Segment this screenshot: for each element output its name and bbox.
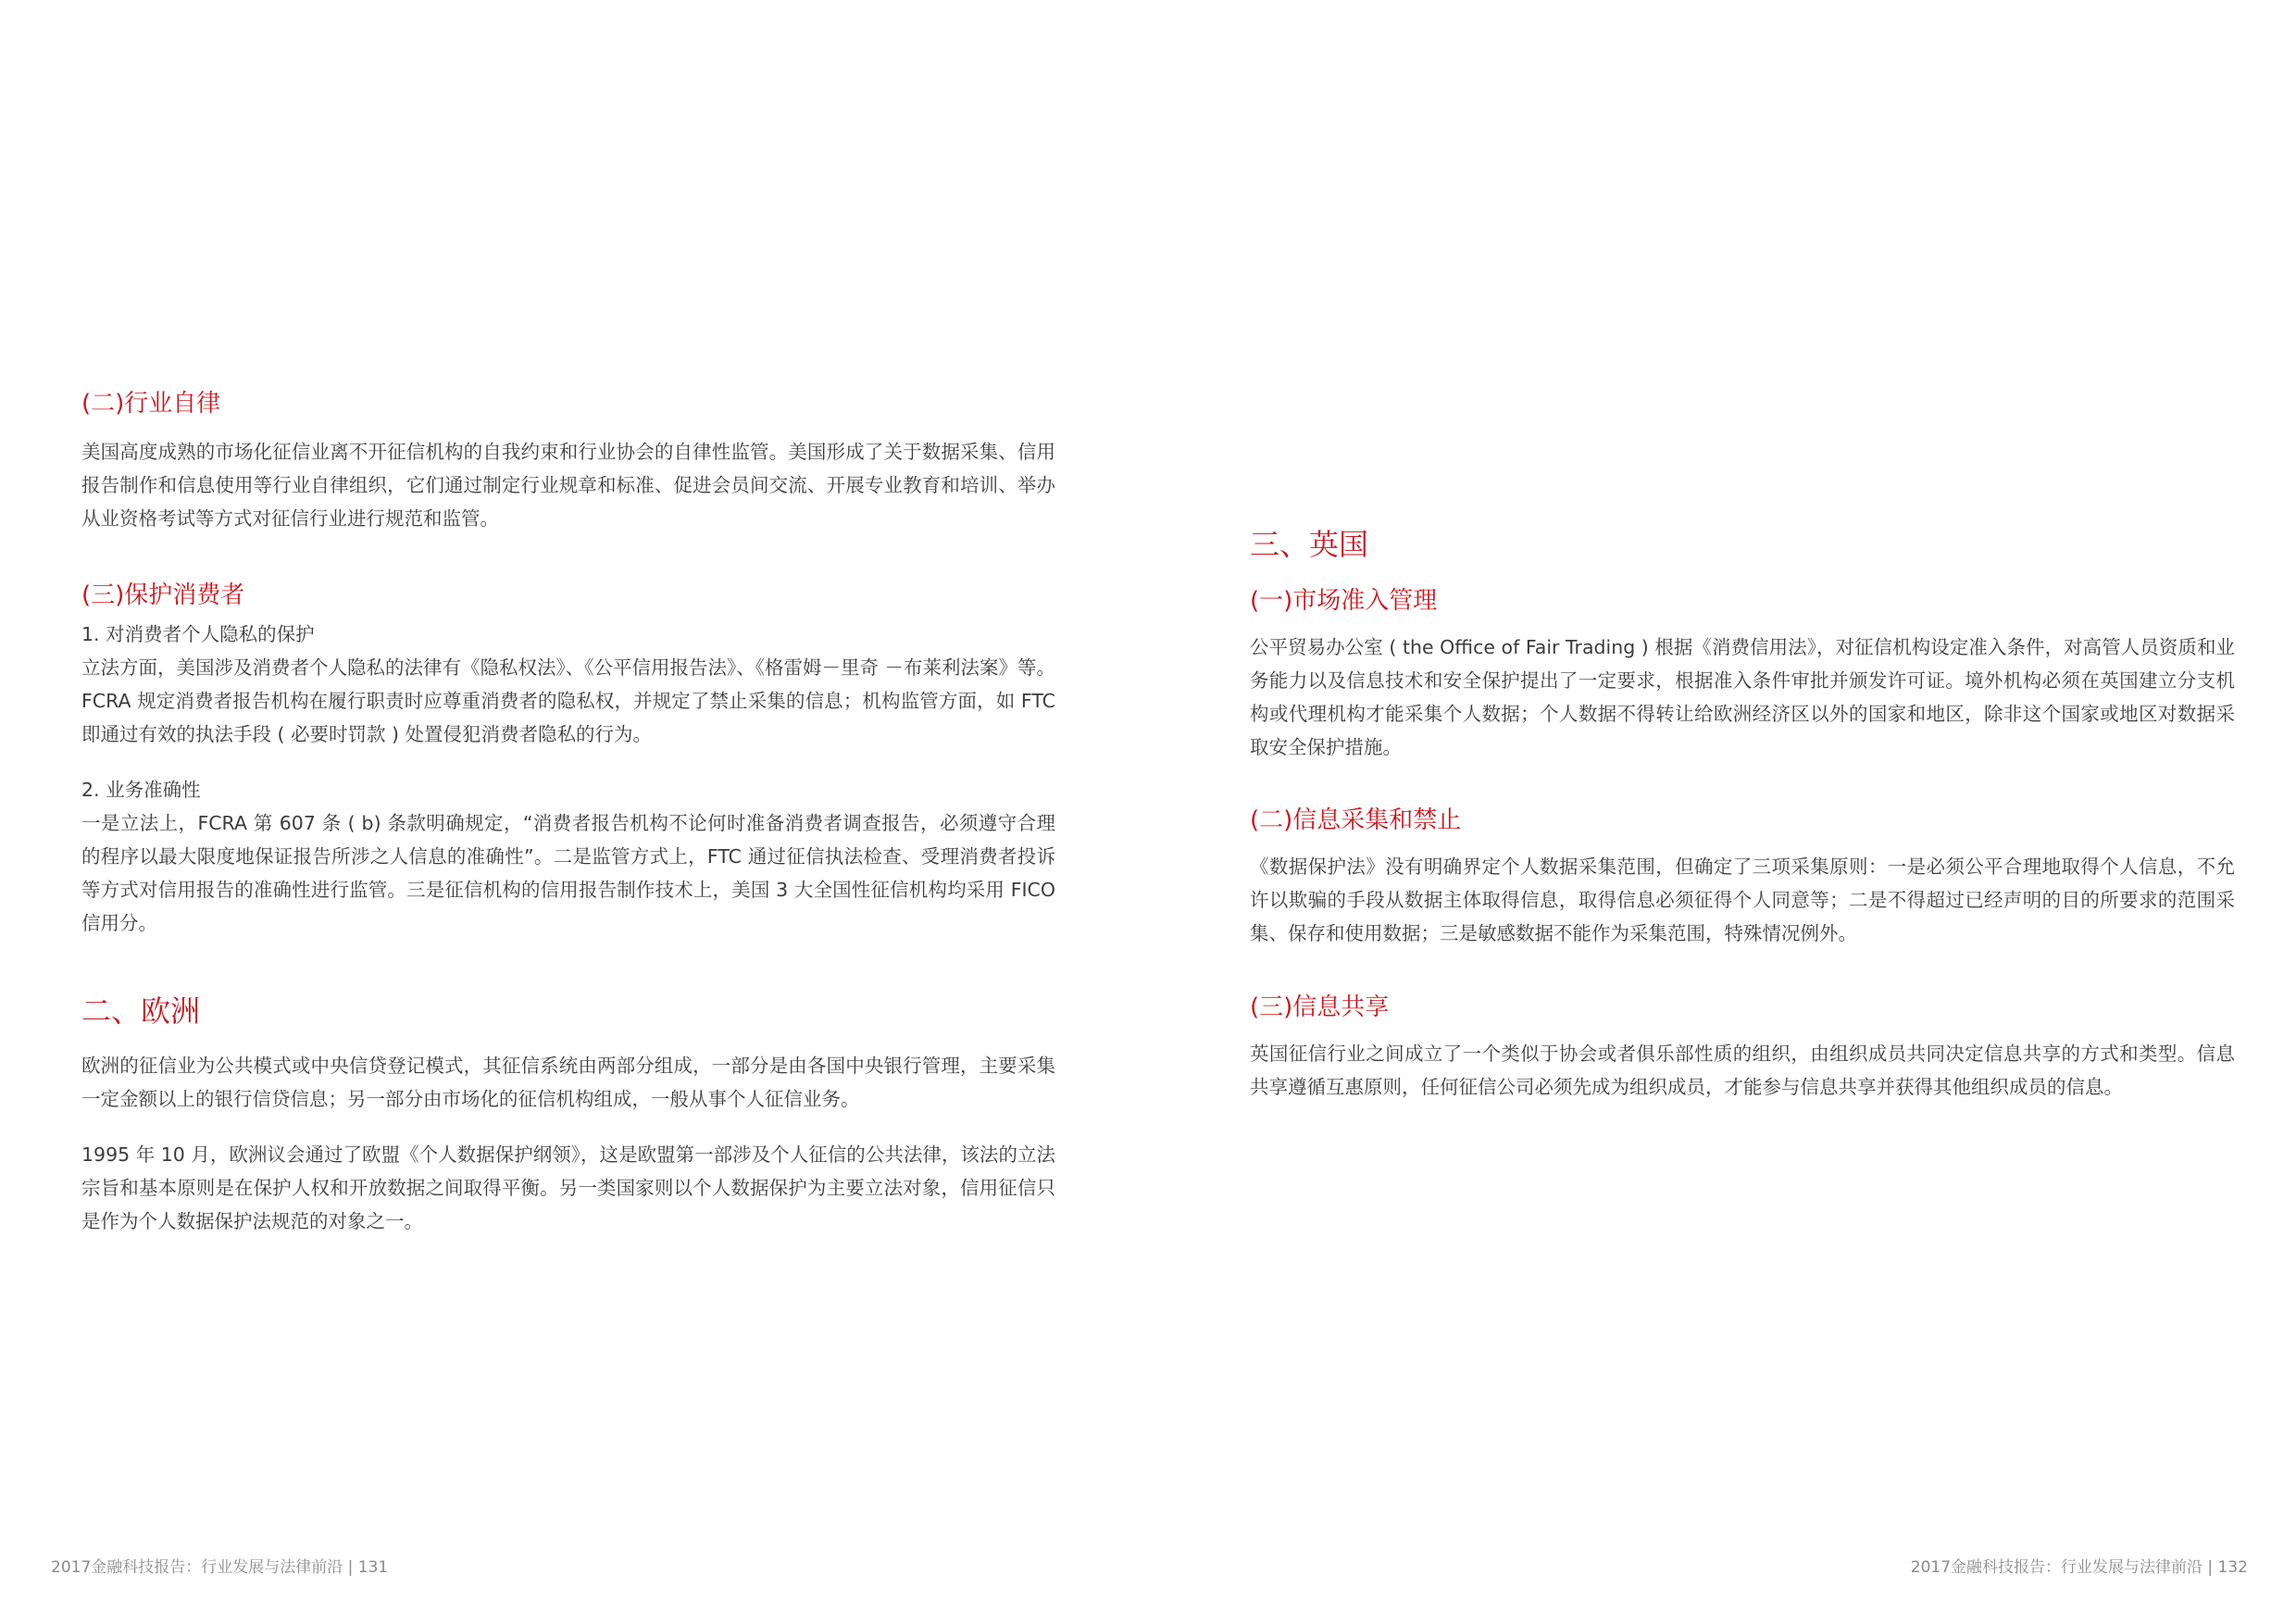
page-footer: 2017金融科技报告：行业发展与法律前沿 | 131 xyxy=(51,1558,389,1577)
section-title: (二)信息采集和禁止 xyxy=(1250,806,1462,834)
section-title: (三)保护消费者 xyxy=(81,581,245,609)
paragraph: 一是立法上，FCRA 第 607 条 ( b) 条款明确规定，“消费者报告机构不论何时准备消费者调查报告，必须遵守合理的程序以最大限度地保证报告所涉之人信息的准确性”。二是监管方式上，FTC 通过征信执法检查、受理消费者投诉等方式对信用报告的准确性进行监管。三是征信机构的信用报告制作技术上，美国 3 大全国性征信机构均采用 FICO 信用分。 xyxy=(81,812,1055,934)
section-uk xyxy=(1250,525,2235,564)
paragraph: 英国征信行业之间成立了一个类似于协会或者俱乐部性质的组织，由组织成员共同决定信息共享的方式和类型。信息共享遵循互惠原则，任何征信公司必须先成为组织成员，才能参与信息共享并获得其他组织成员的信息。 xyxy=(1250,1043,2235,1098)
section-title: (二)行业自律 xyxy=(81,390,221,418)
paragraph: 《数据保护法》没有明确界定个人数据采集范围，但确定了三项采集原则：一是必须公平合理地取得个人信息，不允许以欺骗的手段从数据主体取得信息，取得信息必须征得个人同意等；二是不得超过已经声明的目的所要求的范围采集、保存和使用数据；三是敏感数据不能作为采集范围，特殊情况例外。 xyxy=(1250,856,2235,944)
section-title: (三)信息共享 xyxy=(1250,993,1390,1021)
chapter-title: 二、欧洲 xyxy=(81,993,201,1029)
paragraph: 美国高度成熟的市场化征信业离不开征信机构的自我约束和行业协会的自律性监管。美国形成了关于数据采集、信用报告制作和信息使用等行业自律组织，它们通过制定行业规章和标准、促进会员间交流、开展专业教育和培训、举办从业资格考试等方式对征信行业进行规范和监管。 xyxy=(81,441,1055,530)
section-collection xyxy=(1250,804,2235,950)
section-sharing xyxy=(1250,991,2235,1104)
section-self-regulation xyxy=(81,387,1055,535)
paragraph: 公平贸易办公室 ( the Office of Fair Trading ) 根据《消费信用法》，对征信机构设定准入条件，对高管人员资质和业务能力以及信息技术和安全保护提出了一定要求，根据准入条件审批并颁发许可证。境外机构必须在英国建立分支机构或代理机构才能采集个人数据；个人数据不得转让给欧洲经济区以外的国家和地区，除非这个国家或地区对数据采取安全保护措施。 xyxy=(1250,636,2235,758)
list-item-heading: 1. 对消费者个人隐私的保护 xyxy=(81,623,315,645)
chapter-title: 三、英国 xyxy=(1250,527,1369,562)
paragraph: 1995 年 10 月，欧洲议会通过了欧盟《个人数据保护纲领》，这是欧盟第一部涉及个人征信的公共法律，该法的立法宗旨和基本原则是在保护人权和开放数据之间取得平衡。另一类国家则以个人数据保护为主要立法对象，信用征信只是作为个人数据保护法规范的对象之一。 xyxy=(81,1143,1055,1232)
right-page xyxy=(1148,0,2296,1624)
list-item-heading: 2. 业务准确性 xyxy=(81,779,201,801)
page-footer: 2017金融科技报告：行业发展与法律前沿 | 132 xyxy=(1910,1558,2248,1577)
section-europe xyxy=(81,992,1055,1238)
section-market-access xyxy=(1250,584,2235,764)
section-consumer-protection xyxy=(81,579,1055,940)
paragraph: 欧洲的征信业为公共模式或中央信贷登记模式，其征信系统由两部分组成，一部分是由各国中央银行管理，主要采集一定金额以上的银行信贷信息；另一部分由市场化的征信机构组成，一般从事个人征信业务。 xyxy=(81,1055,1055,1110)
paragraph: 立法方面，美国涉及消费者个人隐私的法律有《隐私权法》、《公平信用报告法》、《格雷姆－里奇 －布莱利法案》等。FCRA 规定消费者报告机构在履行职责时应尊重消费者的隐私权，并规定了禁止采集的信息；机构监管方面，如 FTC 即通过有效的执法手段 ( 必要时罚款 ) 处置侵犯消费者隐私的行为。 xyxy=(81,656,1056,745)
section-title: (一)市场准入管理 xyxy=(1250,587,1438,615)
